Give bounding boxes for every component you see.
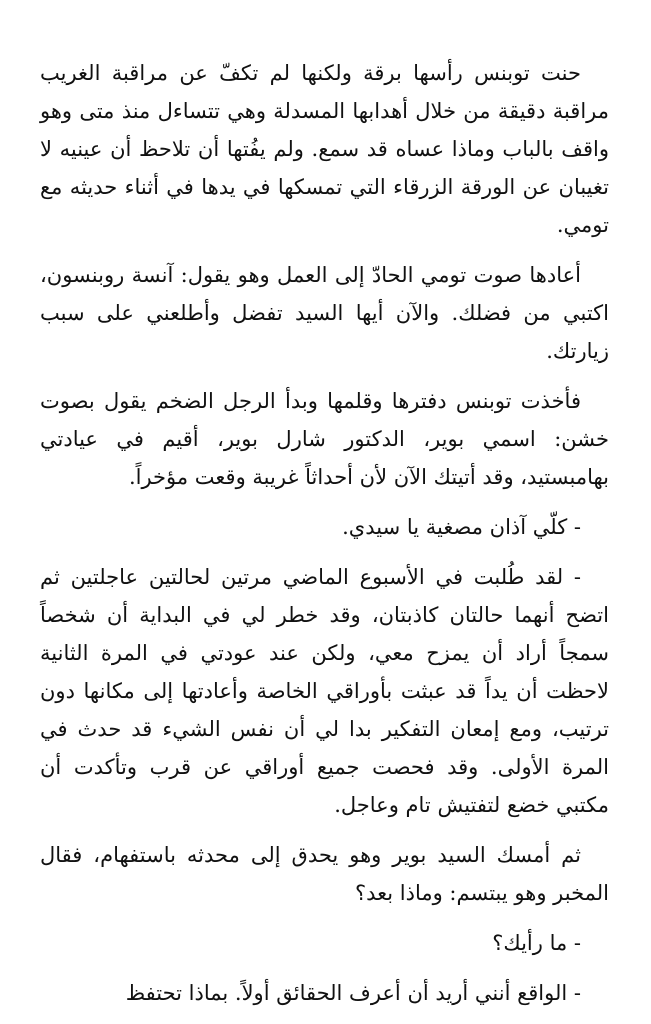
paragraph-6: ثم أمسك السيد بوير وهو يحدق إلى محدثه باستفهام، فقال المخبر وهو يبتسم: وماذا بعد؟ bbox=[40, 843, 609, 905]
paragraph-2: أعادها صوت تومي الحادّ إلى العمل وهو يقول: آنسة روبنسون، اكتبي من فضلك. والآن أيها السيد تفضل وأطلعني على سبب زيارتك. bbox=[40, 263, 609, 363]
paragraph-1: حنت توبنس رأسها برقة ولكنها لم تكفّ عن مراقبة الغريب مراقبة دقيقة من خلال أهدابها المسدلة وهي تتساءل منذ متى وهو واقف بالباب وماذا عساه قد سمع. ولم يفُتها أن تلاحظ أن عينيه لا تغيبان عن الورقة الزرقاء التي تمسكها في يدها في أثناء حديثه مع تومي. bbox=[40, 61, 609, 237]
paragraph-4: - كلّي آذان مصغية يا سيدي. bbox=[342, 515, 581, 539]
paragraph-3: فأخذت توبنس دفترها وقلمها وبدأ الرجل الضخم يقول بصوت خشن: اسمي بوير، الدكتور شارل بوير، أقيم في عيادتي بهامبستيد، وقد أتيتك الآن لأن أحداثاً غريبة وقعت مؤخراً. bbox=[40, 389, 609, 489]
book-page bbox=[40, 54, 609, 1024]
paragraph-5: - لقد طُلبت في الأسبوع الماضي مرتين لحالتين عاجلتين ثم اتضح أنهما حالتان كاذبتان، وقد خطر لي في البداية أن شخصاً سمجاً أراد أن يمزح معي، ولكن عند عودتي في المرة الثانية لاحظت أن يداً قد عبثت بأوراقي الخاصة وأعادتها إلى مكانها دون ترتيب، ومع إمعان التفكير بدا لي أن نفس الشيء قد حدث في المرة الأولى. وقد فحصت جميع أوراقي عن قرب وتأكدت أن مكتبي خضع لتفتيش تام وعاجل. bbox=[40, 565, 609, 817]
paragraph-7: - ما رأيك؟ bbox=[492, 931, 581, 955]
paragraph-8: - الواقع أنني أريد أن أعرف الحقائق أولاً. بماذا تحتفظ bbox=[125, 981, 581, 1005]
